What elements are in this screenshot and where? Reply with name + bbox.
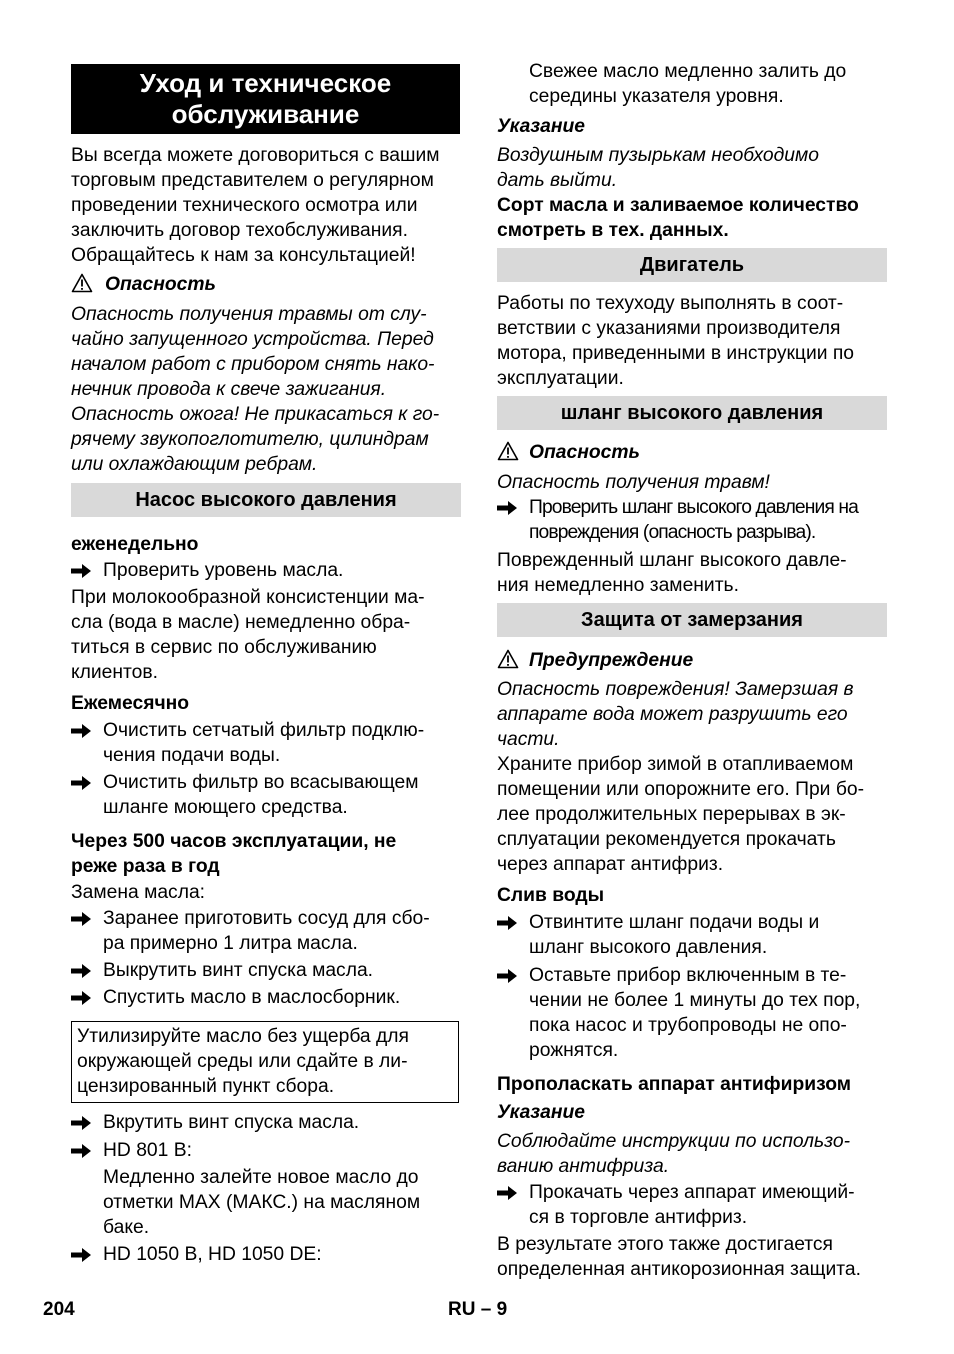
- step-text: ся в торговле антифриз.: [529, 1207, 748, 1228]
- warning-text-line: Опасность повреждения! Замерзшая в: [497, 679, 854, 700]
- arrow-right-icon: [71, 906, 93, 931]
- body-line: лее продолжительных перерывах в эк-: [497, 804, 846, 825]
- arrow-right-icon: [71, 1138, 93, 1163]
- rinse-label: Прополаскать аппарат антифиризом: [497, 1074, 852, 1095]
- step-text: середины указателя уровня.: [529, 86, 784, 107]
- step-text: Выкрутить винт спуска масла.: [103, 960, 374, 981]
- intro-line: Вы всегда можете договориться с вашим: [71, 145, 440, 166]
- body-line: В результате этого также достигается: [497, 1234, 833, 1255]
- intro-line: Обращайтесь к нам за консультацией!: [71, 245, 416, 266]
- page-label: RU – 9: [448, 1299, 508, 1320]
- danger-text-line: или охлаждающим ребрам.: [71, 454, 318, 475]
- note-line: Воздушным пузырькам необходимо: [497, 145, 819, 166]
- danger-text-line: чайно запущенного устройства. Перед: [71, 329, 434, 350]
- step-text: Очистить фильтр во всасывающем: [103, 772, 419, 793]
- intro-line: торговым представителем о регулярном: [71, 170, 434, 191]
- warning-text-line: части.: [497, 729, 560, 750]
- step-text: Медленно залейте новое масло до: [103, 1167, 419, 1188]
- step-text: повреждения (опасность разрыва).: [529, 522, 816, 543]
- weekly-label: еженедельно: [71, 534, 199, 555]
- danger-text-line: Опасность ожога! Не прикасаться к го-: [71, 404, 440, 425]
- warning-label: Предупреждение: [529, 650, 694, 671]
- danger-label: Опасность: [529, 442, 640, 463]
- danger-text-line: Опасность получения травмы от слу-: [71, 304, 427, 325]
- body-line: ния немедленно заменить.: [497, 575, 739, 596]
- warning-triangle-icon: [71, 272, 95, 297]
- disposal-note-box: [71, 1021, 459, 1103]
- step-text: Вкрутить винт спуска масла.: [103, 1112, 360, 1133]
- step-text: Проверить шланг высокого давления на: [529, 497, 858, 518]
- note-line: дать выйти.: [497, 170, 618, 191]
- interval-label: реже раза в год: [71, 856, 220, 877]
- body-line: клиентов.: [71, 662, 158, 683]
- note-line: ванию антифриза.: [497, 1156, 670, 1177]
- arrow-right-icon: [71, 958, 93, 983]
- note-label: Указание: [497, 116, 586, 137]
- step-text: Оставьте прибор включенным в те-: [529, 965, 847, 986]
- step-text: HD 801 B:: [103, 1140, 192, 1161]
- step-text: ра примерно 1 литра масла.: [103, 933, 358, 954]
- step-text: шланг высокого давления.: [529, 937, 768, 958]
- body-line: определенная антикорозионная защита.: [497, 1259, 861, 1280]
- arrow-right-icon: [71, 1110, 93, 1135]
- step-text: чения подачи воды.: [103, 745, 281, 766]
- step-text: чении не более 1 минуты до тех пор,: [529, 990, 861, 1011]
- note-label: Указание: [497, 1102, 586, 1123]
- body-line: Поврежденный шланг высокого давле-: [497, 550, 847, 571]
- step-text: отметки MAX (МАКС.) на масляном: [103, 1192, 421, 1213]
- page-title-line: обслуживание: [171, 99, 360, 129]
- body-line: мотора, приведенными в инструкции по: [497, 343, 855, 364]
- body-line: сла (вода в масле) немедленно обра-: [71, 612, 411, 633]
- warning-triangle-icon: [497, 440, 521, 465]
- section-heading-frost: Защита от замерзания: [497, 603, 887, 637]
- arrow-right-icon: [71, 558, 93, 583]
- step-text: шланге моющего средства.: [103, 797, 348, 818]
- section-heading-pump: Насос высокого давления: [71, 483, 461, 517]
- step-text: баке.: [103, 1217, 150, 1238]
- arrow-right-icon: [497, 963, 519, 988]
- drain-label: Слив воды: [497, 885, 605, 906]
- body-line: титься в сервис по обслуживанию: [71, 637, 377, 658]
- step-text: Отвинтите шланг подачи воды и: [529, 912, 820, 933]
- warning-text-line: аппарате вода может разрушить его: [497, 704, 848, 725]
- danger-text-line: рячему звукопоглотителю, цилиндрам: [71, 429, 429, 450]
- page-title: [71, 64, 460, 134]
- section-heading-hose: шланг высокого давления: [497, 396, 887, 430]
- body-line: эксплуатации.: [497, 368, 624, 389]
- warning-triangle-icon: [497, 648, 521, 673]
- step-text: Заранее приготовить сосуд для сбо-: [103, 908, 430, 929]
- body-line: Храните прибор зимой в отапливаемом: [497, 754, 854, 775]
- step-text: Очистить сетчатый фильтр подклю-: [103, 720, 425, 741]
- box-line: Утилизируйте масло без ущерба для: [77, 1026, 409, 1047]
- step-text: Спустить масло в маслосборник.: [103, 987, 401, 1008]
- bold-line: смотреть в тех. данных.: [497, 220, 729, 241]
- page-number: 204: [43, 1299, 75, 1320]
- arrow-right-icon: [71, 770, 93, 795]
- step-text: рожнятся.: [529, 1040, 619, 1061]
- arrow-right-icon: [497, 1180, 519, 1205]
- body-line: При молокообразной консистенции ма-: [71, 587, 425, 608]
- box-line: окружающей среды или сдайте в ли-: [77, 1051, 408, 1072]
- arrow-right-icon: [497, 495, 519, 520]
- danger-text-line: началом работ с прибором снять нако-: [71, 354, 435, 375]
- bold-line: Сорт масла и заливаемое количество: [497, 195, 859, 216]
- step-text: Проверить уровень масла.: [103, 560, 344, 581]
- step-text: Свежее масло медленно залить до: [529, 61, 847, 82]
- step-text: HD 1050 B, HD 1050 DE:: [103, 1244, 322, 1265]
- note-line: Соблюдайте инструкции по использо-: [497, 1131, 851, 1152]
- intro-line: заключить договор техобслуживания.: [71, 220, 408, 241]
- page-title-line: Уход и техническое: [139, 68, 392, 98]
- arrow-right-icon: [71, 1242, 93, 1267]
- intro-line: проведении технического осмотра или: [71, 195, 418, 216]
- body-line: ветствии с указаниями производителя: [497, 318, 841, 339]
- body-line: Работы по техуходу выполнять в соот-: [497, 293, 844, 314]
- danger-label: Опасность: [105, 274, 216, 295]
- body-line: Замена масла:: [71, 882, 206, 903]
- danger-text-line: нечник провода к свече зажигания.: [71, 379, 387, 400]
- body-line: помещении или опорожните его. При бо-: [497, 779, 865, 800]
- body-line: через аппарат антифриз.: [497, 854, 724, 875]
- body-line: сплуатации рекомендуется прокачать: [497, 829, 836, 850]
- interval-label: Через 500 часов эксплуатации, не: [71, 831, 397, 852]
- step-text: Прокачать через аппарат имеющий-: [529, 1182, 855, 1203]
- step-text: пока насос и трубопроводы не опо-: [529, 1015, 847, 1036]
- section-heading-engine: Двигатель: [497, 248, 887, 282]
- arrow-right-icon: [71, 718, 93, 743]
- arrow-right-icon: [497, 910, 519, 935]
- danger-text-line: Опасность получения травм!: [497, 472, 770, 493]
- arrow-right-icon: [71, 985, 93, 1010]
- box-line: цензированный пункт сбора.: [77, 1076, 335, 1097]
- monthly-label: Ежемесячно: [71, 693, 190, 714]
